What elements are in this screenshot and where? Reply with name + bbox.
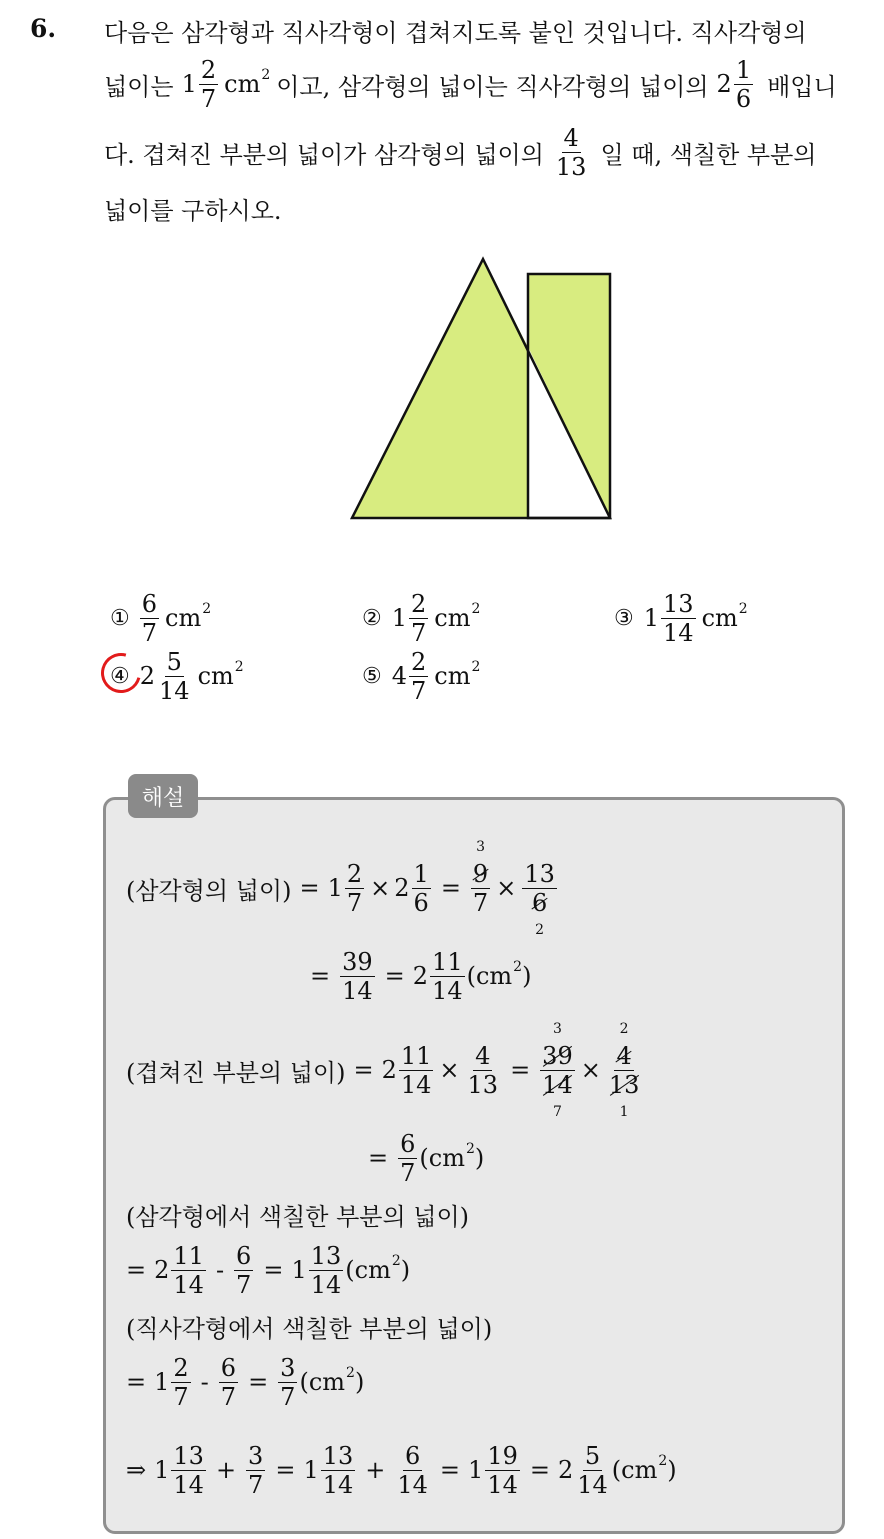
- denominator: 7: [280, 1382, 296, 1411]
- whole: 2: [381, 1056, 397, 1084]
- times: ×: [439, 1056, 460, 1084]
- cancelled-numerator: 4: [616, 1041, 632, 1070]
- unit: (cm: [466, 962, 513, 990]
- solution-line-3: [126, 1020, 643, 1120]
- fraction: [398, 1129, 417, 1187]
- label: (직사각형에서 색칠한 부분의 넓이): [126, 1314, 493, 1343]
- denominator: 7: [400, 1158, 416, 1187]
- numerator: 5: [166, 647, 182, 676]
- choice-5[interactable]: [362, 646, 480, 706]
- ratio-whole: 2: [716, 70, 732, 98]
- question-text-2b: 이고, 삼각형의 넓이는 직사각형의 넓이의: [276, 72, 709, 101]
- fraction: [466, 1041, 501, 1099]
- fraction: [171, 1241, 206, 1299]
- denominator: 14: [400, 1070, 432, 1099]
- cancelled-numerator: 39: [542, 1041, 573, 1070]
- numerator: 11: [400, 1041, 432, 1070]
- denominator: 14: [173, 1270, 204, 1299]
- unit: (cm: [419, 1144, 465, 1172]
- question-line-3: [104, 123, 817, 181]
- numerator: 2: [200, 55, 217, 84]
- times: ×: [370, 874, 391, 902]
- equals: =: [299, 874, 320, 902]
- denominator: 13: [555, 152, 587, 181]
- fraction: [309, 1241, 344, 1299]
- numerator: 11: [173, 1241, 204, 1270]
- numerator: 5: [584, 1441, 601, 1470]
- denominator: 6: [413, 888, 429, 917]
- fraction: [607, 1020, 642, 1120]
- numerator: 13: [663, 589, 694, 618]
- unit: cm: [165, 604, 202, 632]
- unit: (cm: [299, 1368, 346, 1396]
- numerator: [614, 1020, 633, 1071]
- label: (겹쳐진 부분의 넓이): [126, 1058, 346, 1087]
- numerator: 39: [342, 947, 373, 976]
- numerator: 6: [400, 1129, 416, 1158]
- question-number: 6.: [30, 14, 57, 43]
- equals: =: [439, 1456, 461, 1484]
- numerator: 11: [432, 947, 463, 976]
- cancelled-denominator: 13: [608, 1070, 640, 1099]
- equals: =: [126, 1256, 147, 1284]
- whole: 1: [303, 1456, 319, 1484]
- denominator: [530, 888, 549, 938]
- question-text-2c: 배입니: [767, 72, 837, 101]
- fraction: [485, 1441, 520, 1499]
- choice-fraction: [140, 589, 159, 647]
- choice-whole: 1: [643, 604, 660, 632]
- equals: =: [126, 1368, 147, 1396]
- denominator: 7: [346, 888, 363, 917]
- unit: (cm: [345, 1256, 391, 1284]
- fraction: [321, 1441, 356, 1499]
- rect-area-fraction: [199, 55, 218, 113]
- denominator: 13: [467, 1070, 499, 1099]
- whole: 1: [291, 1256, 307, 1284]
- solution-line-9: [126, 1440, 677, 1500]
- unit-exponent: 2: [202, 601, 212, 617]
- unit-close: ): [354, 1368, 365, 1396]
- denominator: 7: [220, 1382, 237, 1411]
- reduced-value: 2: [535, 921, 545, 938]
- numerator: 2: [411, 647, 427, 676]
- denominator: 14: [159, 676, 190, 705]
- unit-exponent: 2: [391, 1253, 401, 1269]
- whole: 2: [394, 874, 410, 902]
- times: ×: [496, 874, 517, 902]
- denominator: [607, 1070, 642, 1120]
- fraction: [540, 1020, 575, 1120]
- equals: =: [529, 1456, 550, 1484]
- reduced-value: 3: [476, 838, 486, 855]
- denominator: 14: [397, 1470, 428, 1499]
- whole: 2: [412, 962, 429, 990]
- fraction: [234, 1241, 253, 1299]
- numerator: 4: [475, 1041, 491, 1070]
- cancelled-numerator: 9: [472, 859, 489, 888]
- choice-fraction: [157, 647, 192, 705]
- whole: 2: [557, 1456, 574, 1484]
- question-text-1: 다음은 삼각형과 직사각형이 겹쳐지도록 붙인 것입니다. 직사각형의: [104, 18, 807, 47]
- numerator: 6: [405, 1441, 421, 1470]
- denominator: 14: [342, 976, 373, 1005]
- choice-mark: ②: [362, 605, 382, 631]
- choice-whole: 4: [391, 662, 408, 690]
- solution-line-8: [126, 1352, 364, 1412]
- denominator: 7: [248, 1470, 264, 1499]
- unit-exponent: 2: [513, 959, 523, 975]
- reduced-value: 1: [619, 1103, 629, 1120]
- denominator: 14: [432, 976, 463, 1005]
- choice-2[interactable]: [362, 588, 480, 648]
- question-text-3a: 다. 겹쳐진 부분의 넓이가 삼각형의 넓이의: [104, 140, 544, 169]
- numerator: 13: [173, 1441, 204, 1470]
- solution-line-4: [368, 1128, 484, 1188]
- numerator: [540, 1020, 575, 1071]
- unit-exponent: 2: [738, 601, 748, 617]
- plus: +: [365, 1456, 386, 1484]
- unit-exponent: 2: [261, 67, 271, 83]
- unit: (cm: [611, 1456, 658, 1484]
- choice-fraction: [409, 647, 428, 705]
- question-text-3b: 일 때, 색칠한 부분의: [600, 140, 817, 169]
- numerator: 4: [563, 123, 579, 152]
- question-text-2a: 넓이는: [104, 72, 174, 101]
- fraction: [246, 1441, 265, 1499]
- unit-close: ): [400, 1256, 411, 1284]
- implies-arrow: ⇒: [126, 1456, 147, 1484]
- fraction: [278, 1353, 297, 1411]
- numerator: 1: [735, 55, 752, 84]
- denominator: 7: [236, 1270, 252, 1299]
- whole: 2: [154, 1256, 170, 1284]
- equals: =: [510, 1056, 531, 1084]
- denominator: 7: [411, 676, 427, 705]
- whole: 1: [154, 1368, 170, 1396]
- denominator: [540, 1070, 575, 1120]
- numerator: 19: [487, 1441, 518, 1470]
- choice-fraction: [409, 589, 428, 647]
- label: (삼각형에서 색칠한 부분의 넓이): [126, 1202, 470, 1231]
- ratio-fraction: [734, 55, 753, 113]
- equals: =: [440, 874, 461, 902]
- fraction: [399, 1041, 434, 1099]
- unit-close: ): [667, 1456, 677, 1484]
- unit-exponent: 2: [234, 659, 244, 675]
- equals: =: [275, 1456, 296, 1484]
- rect-area-whole: 1: [181, 70, 197, 98]
- solution-line-2: [310, 946, 531, 1006]
- denominator: 7: [411, 618, 427, 647]
- denominator: 6: [735, 84, 752, 113]
- unit: cm: [434, 604, 471, 632]
- choice-mark: ④: [110, 663, 130, 689]
- denominator: 7: [472, 888, 489, 917]
- cancelled-denominator: 6: [531, 888, 548, 917]
- numerator: 1: [413, 859, 429, 888]
- cancelled-denominator: 14: [542, 1070, 573, 1099]
- label: (삼각형의 넓이): [126, 876, 292, 905]
- unit-exponent: 2: [346, 1365, 355, 1381]
- unit-exponent: 2: [465, 1141, 475, 1157]
- solution-line-5: [126, 1184, 469, 1244]
- fraction: [471, 838, 490, 917]
- solution-line-7: [126, 1296, 492, 1356]
- numerator: 6: [236, 1241, 252, 1270]
- fraction: [345, 859, 364, 917]
- denominator: 14: [663, 618, 694, 647]
- times: ×: [580, 1056, 601, 1084]
- reduced-value: 3: [552, 1020, 562, 1037]
- choice-whole: 1: [391, 604, 408, 632]
- choice-mark: ⑤: [362, 663, 382, 689]
- equals: =: [353, 1056, 374, 1084]
- question-text-4: 넓이를 구하시오.: [104, 196, 282, 225]
- fraction: [171, 1353, 190, 1411]
- unit: cm: [701, 604, 738, 632]
- minus: -: [200, 1368, 209, 1396]
- equals: =: [368, 1144, 389, 1172]
- question-line-4: [104, 186, 282, 230]
- solution-tag: 해설: [128, 774, 198, 818]
- equals: =: [310, 962, 331, 990]
- minus: -: [215, 1256, 225, 1284]
- numerator: 13: [322, 1441, 354, 1470]
- denominator: 14: [173, 1470, 204, 1499]
- fraction: [575, 1441, 610, 1499]
- fraction: [522, 859, 557, 938]
- fraction: [340, 947, 375, 1005]
- choice-3[interactable]: [614, 588, 748, 648]
- numerator: 13: [310, 1241, 342, 1270]
- numerator: 2: [346, 859, 363, 888]
- whole: 1: [468, 1456, 484, 1484]
- solution-line-6: [126, 1240, 410, 1300]
- numerator: [471, 838, 490, 889]
- numerator: 13: [524, 859, 555, 888]
- whole: 1: [327, 874, 343, 902]
- unit-close: ): [522, 962, 532, 990]
- unit-exponent: 2: [658, 1453, 668, 1469]
- unit-exponent: 2: [471, 601, 481, 617]
- choice-fraction: [661, 589, 696, 647]
- denominator: 7: [200, 84, 217, 113]
- choice-mark: ①: [110, 605, 130, 631]
- fraction: [171, 1441, 206, 1499]
- triangle-rectangle-figure: [340, 250, 630, 530]
- unit: cm: [224, 70, 261, 98]
- numerator: 3: [280, 1353, 296, 1382]
- numerator: 3: [248, 1441, 264, 1470]
- unit-close: ): [474, 1144, 485, 1172]
- denominator: 14: [322, 1470, 354, 1499]
- fraction: [395, 1441, 430, 1499]
- numerator: 2: [411, 589, 427, 618]
- denominator: 14: [310, 1270, 342, 1299]
- solution-line-1: [126, 838, 559, 938]
- unit: cm: [197, 662, 234, 690]
- denominator: 14: [577, 1470, 608, 1499]
- numerator: 2: [173, 1353, 189, 1382]
- equals: =: [384, 962, 405, 990]
- fraction: [412, 859, 431, 917]
- equals: =: [263, 1256, 284, 1284]
- reduced-value: 7: [552, 1103, 562, 1120]
- plus: +: [215, 1456, 237, 1484]
- numerator: 6: [141, 589, 158, 618]
- choice-mark: ③: [614, 605, 634, 631]
- choice-whole: 2: [139, 662, 156, 690]
- numerator: 6: [220, 1353, 237, 1382]
- fraction: [219, 1353, 238, 1411]
- denominator: 14: [487, 1470, 518, 1499]
- choice-1[interactable]: [110, 588, 211, 648]
- question-line-1: [104, 8, 807, 52]
- fraction: [430, 947, 465, 1005]
- unit: cm: [434, 662, 471, 690]
- equals: =: [248, 1368, 269, 1396]
- overlap-fraction: [554, 123, 589, 181]
- whole: 1: [154, 1456, 170, 1484]
- denominator: 7: [141, 618, 158, 647]
- question-line-2: [104, 55, 837, 113]
- reduced-value: 2: [619, 1020, 629, 1037]
- unit-exponent: 2: [471, 659, 481, 675]
- denominator: 7: [173, 1382, 189, 1411]
